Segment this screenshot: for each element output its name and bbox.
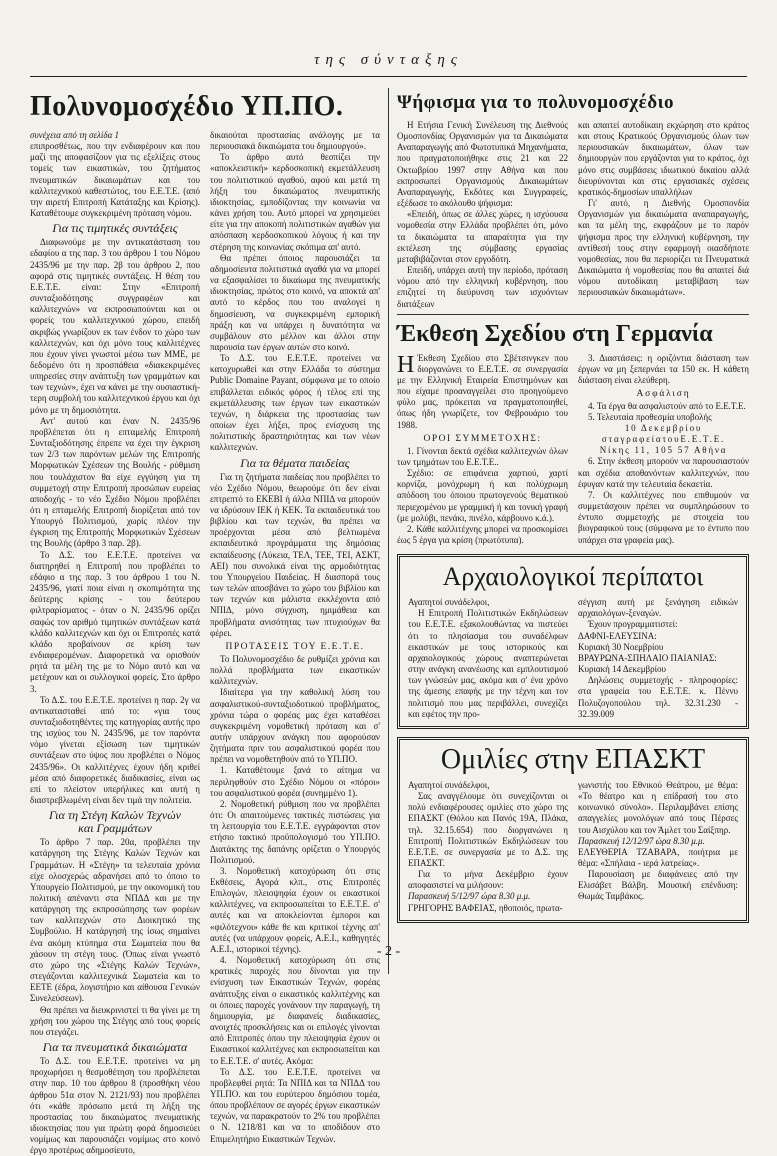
deadline-place: σταγραφείατουΕ.Ε.Τ.Ε. [601, 434, 726, 445]
article-title: Έκθεση Σχεδίου στη Γερμανία [397, 320, 713, 347]
deadline-address: Νίκης 11, 105 57 Αθήνα [599, 445, 728, 456]
list-item: 6. Στην έκθεση μπορούν να παρουσιαστούν και σχέδια αποθανόντων καλλιτεχνών, που έφυγαν κατά την τελευταία δεκαετία. [578, 456, 749, 489]
article-title: Ψήφισμα για το πολυνομοσχέδιο [397, 92, 675, 113]
box-omilies-epaskt [397, 737, 749, 923]
subheading: Για τα θέματα παιδείας [240, 455, 350, 470]
walk-place: ΒΡΑΥΡΩΝΑ-ΣΠΗΛΑΙΟ ΠΑΙΑΝΙΑΣ: [578, 652, 717, 663]
paragraph: Αγαπητοί συνάδελφοι, [408, 597, 490, 608]
list-item: 3. Διαστάσεις: η οριζόντια διάσταση των έργων να μη ξεπερνάει τα 150 εκ. Η κάθετη διάσταση είναι ελεύθερη. [578, 352, 749, 385]
box-column [408, 780, 568, 914]
paragraph-dropcap: Η Έκθεση Σχεδίου στο Σβέτσινγκεν που διοργανώνει το Ε.Ε.Τ.Ε. σε συνεργασία με την Ελληνική Εταιρεία Επιστημόνων και που είχαμε προαναγγείλει στο προηγούμενο φύλο μας, πρόκειται να πραγματοποιηθεί, όπως ήδη γνωρίζετε, τον Φεβρουάριο του 1988. [397, 351, 568, 430]
paragraph: Το Δ.Σ. του Ε.Ε.Τ.Ε. προτείνει να προβλεφθεί ρητά: Τα ΝΠΙΔ και τα ΝΠΔΔ του ΥΠ.ΠΟ. και του ευρύτερου δημόσιου τομέα, όπου προβλέπουν σε αγορές έργων εικαστικών τεχνών, να παρακρατούν το 2% του προβλέπει ο Ν. 1218/81 και να το αποδίδουν στο Επιμελητήριο Εικαστικών Τεχνών. [210, 1066, 380, 1144]
subheading-caps: ΟΡΟΙ ΣΥΜΜΕΤΟΧΗΣ: [423, 433, 542, 444]
section-rule [397, 314, 749, 315]
page-number: - 2 - [376, 944, 401, 959]
right-column [397, 92, 749, 923]
paragraph: Έχουν προγραμματιστεί: [588, 619, 678, 630]
box-title: Ομιλίες στην ΕΠΑΣΚΤ [440, 743, 706, 775]
paragraph: Επειδή, υπάρχει αυτή την περίοδο, πρόταση νόμου από την ελληνική κυβέρνηση, που επιζητεί τη διεύρυνση των ισχυόντων διατάξεων [397, 265, 568, 309]
paragraph: Αντ' αυτού και έναν Ν. 2435/96 προβλέπεται ότι η επταμελής Επιτροπή Συνταξιοδότησης έπρεπε να έχει την έγκριση των 2/3 των παρόντων μελών της Επιτροπής Μορφωτικών Σχέσεων της Βουλής - ρύθμιση που τουλάχιστον θα είχε εγγύηση για τη συμμετοχή στην Επιτροπή προσώπων ευρείας αποδοχής - το νέο Σχέδιο Νόμου προβλέπει ότι η επταμελής Επιτροπή διορίζεται από τον Υπουργό Πολιτισμού, χωρίς πλέον την έγκριση της Επιτροπής Μορφωτικών Σχέσεων της Βουλής (άρθρο 3 παρ. 2β). [30, 415, 200, 549]
box-column [578, 597, 738, 720]
list-item: Σχέδιο: σε επιφάνεια χαρτιού, χαρτί κορνίζα, μονόχρωμη ή και πολύχρωμη απόδοση του όποιου πρωτογενούς θεματικού περιεχομένου με γραμμική ή και τονική γραφή (με μολύβι, πενάκι, πινέλο, κάρβουνο κ.ά.). [397, 468, 568, 523]
subheading-caps: ΠΡΟΤΑΣΕΙΣ ΤΟΥ Ε.Ε.Τ.Ε. [225, 641, 365, 652]
subheading-line: Για τη Στέγη Καλών Τεχνών [49, 808, 181, 823]
column-divider [388, 88, 389, 974]
walk-date: Κυριακή 14 Δεκεμβρίου [578, 664, 666, 675]
paragraph: Για το μήνα Δεκέμβριο έχουν αποφασιστεί να μιλήσουν: [408, 869, 568, 891]
list-item: 2. Κάθε καλλιτέχνης μπορεί να προσκομίσει έως 5 έργα για κρίση (πρωτότυπα). [397, 523, 568, 545]
paragraph: Διαφωνούμε με την αντικατάσταση του εδαφίου α της παρ. 3 του άρθρου 1 του Νόμου 2435/96 με την παρ. 2β του άρθρου 2, που αφορά στις τιμητικές συντάξεις. Η θέση του Ε.Ε.Τ.Ε. είναι: Στην «Επιτροπή συνταξιοδότησης συγγραφέων και καλλιτεχνών» να εκπροσωπούνται και οι φορείς του καλλιτεχνικού χώρου, επειδή ακριβώς γνωρίζουν εκ των ένδον το χώρο των καλλιτεχνών, και όχι μόνο τους καλλιτέχνες που έχουν γίνει γνωστοί μέσω των ΜΜΕ, με δεδομένο ότι η προσπάθεια «διακεκριμένες υπηρεσίες στην ανάπτυξη των γραμμάτων και των τεχνών», έχει να κάνει με την ουσιαστική-τερη συμβολή του καλλιτεχνικού έργου και όχι μόνο με τη δημοσιότητα. [30, 237, 200, 415]
header-rule [30, 76, 747, 77]
paragraph: σέγγιση αυτή με ξενάγηση ειδικών αρχαιολόγων-ξεναγών. [578, 597, 738, 619]
paragraph: Η Ετήσια Γενική Συνέλευση της Διεθνούς Ομοσπονδίας Οργανισμών για τα Δικαιώματα Αναπαραγωγής από Φωτοτυπικά Μηχανήματα, που πραγματοποιήθηκε στις 21 και 22 Οκτωβρίου 1997 στην Αθήνα και που εκπροσωπεί Οργανισμούς Δικαιωμάτων Αναπαραγωγής, Εκδότες και Συγγραφείς, εξέδωσε το ακόλουθο ψήφισμα: [397, 120, 568, 209]
box-column [578, 780, 738, 914]
list-item: 1. Καταθέτουμε ξανά το αίτημα να περιληφθούν στο Σχέδιο Νόμου οι «πόροι» του ασφαλιστικού φορέα (συνημμένο 1). [210, 765, 380, 798]
subheading-line: και Γραμμάτων [78, 821, 152, 836]
paragraph: και απαιτεί αυτοδίκαιη εκχώρηση στο κράτος και στους Κρατικούς Οργανισμούς όλων των περιουσιακών δικαιωμάτων, όλων των δημιουργών που εργάζονται για το κράτος, όχι μόνο στις συμβάσεις ιδιωτικού δικαίου αλλά διευρύνονται και στις εργασιακές σχέσεις κρατικός-δημοσίων υπαλλήλων [578, 120, 749, 197]
paragraph: Το Δ.Σ. του Ε.Ε.Τ.Ε. προτείνει να διατηρηθεί η Επιτροπή που προβλέπει το εδάφιο α της παρ. 3 του άρθρου 1 του Ν. 2435/96, γιατί ποια είναι η σκοπιμότητα της δεύτερης κρίσης - του δεύτερου φιλτραρίσματος - όταν ο Ν. 2435/96 ορίζει σαφώς τον αριθμό τιμητικών συντάξεων κατά κλάδο καλλιτεχνών και όχι οι Επιτροπές κατά κλάδο προβαίνουν σε κρίση των ενδιαφερομένων. Διαφορετικά να ορισθούν ρητά τα μέλη της με το Νόμο αυτό και να μετέχουν και οι συλλογικοί φορείς. Στο άρθρο 3. [30, 549, 200, 694]
list-item: 7. Οι καλλιτέχνες που επιθυμούν να συμμετάσχουν πρέπει να συμπληρώσουν το έντυπο συμμετοχής με στοιχεία του βιογραφικού τους (σύμφωνα με το έντυπο που υπάρχει στα γραφεία μας). [578, 489, 749, 545]
paragraph: Το Πολυνομοσχέδιο δε ρυθμίζει χρόνια και πολλά προβλήματα των εικαστικών καλλιτεχνών. [210, 653, 380, 687]
dropcap-letter: Η [397, 351, 415, 378]
walk-date: Κυριακή 30 Νοεμβρίου [578, 641, 664, 652]
list-item: 4. Τα έργα θα ασφαλιστούν από το Ε.Ε.Τ.Ε. [588, 401, 746, 412]
paragraph: Θα πρέπει όποιος παρουσιάζει τα αδημοσίευτα πολιτιστικά αγαθά για να μπορεί να εξασφαλίσει το δικαίωμα της πνευματικής ιδιοκτησίας, πρώτος στο κοινό, να αποκτά απ' αυτό το κέρδος που του αναλογεί η δημοσίευση, να συγκεκριμένη εμπορική πράξη και να υπάρχει η δυνατότητα να συμβάλουν στο μέλλον και άλλοι στην παρουσία των έργων αυτών στο κοινό. [210, 252, 380, 352]
deadline-date: 10 Δεκεμβρίου [624, 423, 703, 434]
box-column [408, 597, 568, 720]
article-title: Πολυνομοσχέδιο ΥΠ.ΠΟ. [30, 91, 344, 122]
walk-place: ΔΑΦΝΙ-ΕΛΕΥΣΙΝΑ: [578, 630, 657, 641]
box-arxaiologikoi-peripatoi [397, 554, 749, 729]
article-column [578, 353, 749, 547]
box-title: Αρχαιολογικοί περίπατοι [442, 562, 704, 592]
paragraph: Το Δ.Σ. του Ε.Ε.Τ.Ε. προτείνει να κατοχυρωθεί και στην Ελλάδα το σύστημα Public Domaine Payant, σύμφωνα με το οποίο επιβάλλεται ειδικός φόρος ή τέλος επί της εκμετάλλευσης των έργων των εικαστικών τεχνών, η διάρκεια της προστασίας των οποίων έχει λήξει, προς ενίσχυση της πολιτιστικής δραστηριότητας και των νέων καλλιτεχνών. [210, 353, 380, 453]
talk-date: Παρασκευή 5/12/97 ώρα 8.30 μ.μ. [408, 891, 531, 902]
article-column-2 [210, 130, 380, 1156]
list-item: 3. Νομοθετική κατοχύρωση ότι στις Εκθέσεις, Αγορά κλπ., στις Επιτροπές Επιλογών, πλειοψηφία έχουν οι εικαστικοί καλλιτέχνες, να εκπροσωπείται το Ε.Ε.Τ.Ε. σ' αυτές και να αποκλείονται έμποροι και «φιλότεχνοι» κάθε θε και κριτικοί τέχνης απ' αυτές (να υπάρχουν φορείς, Α.Ε.Ι., καθηγητές Α.Ε.Ι., ιστορικοί τέχνης). [210, 865, 380, 954]
article-polynomoschedio [30, 92, 380, 1156]
paragraph: Ιδιαίτερα για την καθολική λύση του ασφαλιστικού-συνταξιοδοτικού προβλήματος, χρόνια τώρα ο φορέας μας έχει καταθέσει συγκεκριμένη νομοθετική πρόταση και σ' αυτήν υπάρχουν ανάγκη που αφορούσαν ζητήματα πριν του ασφαλιστικού φορέα που πρέπει να νομοθετηθούν από το ΥΠ.ΠΟ. [210, 687, 380, 765]
paragraph: Το Δ.Σ. του Ε.Ε.Τ.Ε. προτείνει η παρ. 2γ να αντικατασταθεί από το: «για τους συνταξιοδοτηθέντες της κατηγορίας αυτής προ της ισχύος του Ν. 2435/96, με τον παρόντα νόμο γίνεται εξίσωση των τιμητικών συντάξεων στο ύψος που προβλέπει ο Νόμος 2435/96». Οι καλλιτέχνες έχουν ήδη κριθεί μέσα από διαφορετικές διαδικασίες, είναι ως επί το πλείστον υπερήλικες και αυτή η διαστρεβλωμένη είναι δεν τιμά την πολιτεία. [30, 694, 200, 806]
subheading [30, 809, 200, 835]
talk-date: Παρασκευή 12/12/97 ώρα 8.30 μ.μ. [578, 835, 705, 846]
subheading: Για τις τιμητικές συντάξεις [52, 221, 178, 236]
paragraph: Θα πρέπει να διευκρινιστεί τι θα γίνει με τη χρήση του χώρου της Στέγης από τους φορείς που στεγάζει. [30, 1004, 200, 1037]
paragraph: Το άρθρο αυτό θεσπίζει την «αποκλειστική» κερδοσκοπική εκμετάλλευση του πολιτιστικού αγαθού, αφού και μετά τη λήξη του δικαιώματος πνευματικής ιδιοκτησίας, εμποδίζοντας την κοινωνία να κάνει χρήση του. Αυτό μπορεί να χρησιμεύει είτε για την αποκοπή πολιτιστικών αγαθών για απόσπαση κερδοσκοπικού λόγους ή και την στέρηση της κοινωνίας σκόπιμα απ' αυτό. [210, 152, 380, 252]
list-item: 5. Τελευταία προθεσμία υποβολής [588, 412, 712, 423]
subheading: Για τα πνευματικά δικαιώματα [42, 1040, 188, 1055]
continued-note: συνέχεια από τη σελίδα 1 [30, 130, 120, 140]
contact-info: Δηλώσεις συμμετοχής - πληροφορίες: στα γραφεία του Ε.Ε.Τ.Ε. κ. Πέννυ Πολυζογοπούλου τηλ. 32.31.230 - 32.39.009 [578, 675, 738, 719]
paragraph: Παρουσίαση με διαφάνειες από την Ελισάβετ Βάλβη. Μουσική επένδυση: Θωμάς Ταμβάκος. [578, 869, 738, 902]
list-item: 2. Νομοθετική ρύθμιση που να προβλέπει ότι: Οι απαιτούμενες τακτικές πιστώσεις για τη λειτουργία του Ε.Ε.Τ.Ε. εγγράφονται στον ετήσιο τακτικό προϋπολογισμό του ΥΠ.ΠΟ. Διατάκτης της δαπάνης ορίζεται ο Υπουργός Πολιτισμού. [210, 798, 380, 865]
paragraph: Σας αναγγέλουμε ότι συνεχίζονται οι πολύ ενδιαφέρουσες ομιλίες στο χώρο της ΕΠΑΣΚΤ (Θόλου και Πανός 19Α, Πλάκα, τηλ. 32.15.654) που διοργανώνει η Επιτροπή Πολιτιστικών Εκδηλώσεων του Ε.Ε.Τ.Ε. σε συνεργασία με το Δ.Σ. της ΕΠΑΣΚΤ. [408, 791, 568, 868]
paragraph: Το άρθρο 7 παρ. 20α, προβλέπει την κατάργηση της Στέγης Καλών Τεχνών και Γραμμάτων. Η «Στέγη» τα τελευταία χρόνια είχε ολοσχερώς αδρανήσει από το όποιο το Υπουργείο Πολιτισμού, με την οικονομική του πολιτική απέναντι στα ΝΠΔΔ και με την κατάργηση της εκπροσώπησης των φορέων των καλλιτεχνών στο Διοικητικό της Συμβούλιο. Η κατάργησή της ίσως σημαίνει ένα ακόμη κτύπημα στα Σωματεία που θα χάσουν τη στέγη τους. (Όπως είναι γνωστό στο χώρο της «Στέγης Καλών Τεχνών», στεγάζονται καλλιτεχνικά Σωματεία και το ΕΕΤΕ (έδρα, λογιστήριο και αίθουσα Γενικών Συνελεύσεων). [30, 837, 200, 1004]
paragraph: Η Επιτροπή Πολιτιστικών Εκδηλώσεων του Ε.Ε.Τ.Ε. εξακολουθώντας να πιστεύει ότι το πλησίασμα του συναδέλφων εικαστικών με τους ιστορικούς και αρχαιολογικούς χώρους αναπτερώνεται στην ανάγκη ανανέωσης και εμπλουτισμού των γνώσεών μας, ακόμα και σ' ένα χρόνο της άμεσης επαφής με την τέχνη και τον πολιτισμό που μας περιβάλλει, συνεχίζει και εφέτος την προ- [408, 608, 568, 719]
article-ekthesi [397, 321, 749, 547]
article-psifisma [397, 92, 749, 310]
paragraph: Το Δ.Σ. του Ε.Ε.Τ.Ε. προτείνει να μη προχωρήσει η θεσμοθέτηση του προβλέπεται στην παρ. 10 του άρθρου 8 (προσθήκη νέου άρθρου 51α στον Ν. 2121/93) που προβλέπει ότι «κάθε πρόσωπο μετά τη λήξη της προστασίας του δικαιώματος πνευματικής ιδιοκτησίας που για πρώτη φορά δημοσιεύει νομίμως και παρουσιάζει νομίμως στο κοινό έργο προτέρως αδημοσίευτο, [30, 1056, 200, 1156]
section-header: της σύνταξης [314, 52, 463, 68]
paragraph: δικαιούται προστασίας ανάλογης με τα περιουσιακά δικαιώματα του δημιουργού». [210, 130, 380, 152]
paragraph: Αγαπητοί συνάδελφοι, [408, 779, 490, 790]
subheading-caps: Ασφάλιση [636, 389, 691, 400]
article-column [397, 353, 568, 547]
paragraph: Γι' αυτό, η Διεθνής Ομοσπονδία Οργανισμών για δικαιώματα αναπαραγωγής, και τα μέλη της, εκφράζουν με το παρόν ψήφισμα προς την ελληνική κυβέρνηση, την αντίθεσή τους στην εφαρμογή οιασδήποτε νομοθεσίας, που θα περιορίζει τα Πνευματικά Δικαιώματα ή νομοθεσίας που θα απαιτεί διά νόμου αυτοδίκαιη μεταβίβαση των περιουσιακών δικαιωμάτων». [578, 198, 749, 298]
paragraph: γωνιστής του Εθνικού Θεάτρου, με θέμα: «Το θέατρο και η επίδρασή του στο κοινωνικό σύνολο». Περιλαμβάνει επίσης απαγγελίες μονολόγων από τους Πέρσες του Αισχύλου και τον Άμλετ του Σαίξπηρ. [578, 779, 738, 835]
list-item: 1. Γίνονται δεκτά σχέδια καλλιτεχνών όλων των τμημάτων του Ε.Ε.Τ.Ε.. [397, 445, 568, 467]
paragraph: «Επειδή, όπως σε άλλες χώρες, η ισχύουσα νομοθεσία στην Ελλάδα προβλέπει ότι, μόνο τα δικαιώματα τα απαραίτητα για την εκτέλεση της σύμβασης εργασίας μεταβιβάζονται στον εργοδότη. [397, 209, 568, 264]
list-item: 4. Νομοθετική κατοχύρωση ότι στις κρατικές παροχές που δίνονται για την ενίσχυση των Εικαστικών Τεχνών, φορέας ανάπτυξης είναι ο εικαστικός καλλιτέχνης και οι όποιες παροχές γονάνουν την παραγωγή, τη δημιουργία, με διαφανείς διαδικασίες, ανοιχτές προσκλήσεις και οι επιλογές γίνονται από Επιτροπές όπου την πλειοψηφία έχουν οι Εικαστικοί καλλιτέχνες και εκπροσωπείται και το Ε.Ε.Τ.Ε. σ' αυτές. Ακόμα: [210, 955, 380, 1066]
paragraph: Για τη ζητήματα παιδείας που προβλέπει το νέο Σχέδιο Νόμου, θεωρούμε ότι δεν είναι επτρεπτό το ΕΚΕΒΙ ή άλλα ΝΠΙΔ να μπορούν να ιδρύσουν ΙΕΚ ή ΚΕΚ. Τα εκπαιδευτικά του βιβλίου και των τεχνών, θα πρέπει να προέρχονται μέσα από βελτιωμένα εκπαιδευτικά προγράμματα της δημόσιας εκπαίδευσης (Λύκεια, ΤΕΛ, ΤΕΕ, ΤΕΙ, ΑΣΚΤ, ΑΕΙ) που συνολικά είναι της αρμοδιότητας του Υπουργείου Παιδείας. Η διασπορά τους των τελών αποσβάνει το χώρο του βιβλίου και των τεχνών και μάλιστα εκκλέχοντα από ΝΠΙΔ, μόνο σύγχυση, ημιμάθεια και προβλήματα ανισότητας των πτυχιούχων θα φέρει. [210, 471, 380, 638]
paragraph: επιπροσθέτως, που την ενδιαφέρουν και που μαζί της αποφασίζουν για τις εξελίξεις στους τομείς των εικαστικών, του ζητήματος πνευματικών δικαιωμάτων και του καλλιτεχνικού καθεστώτος, του Ε.Ε.Τ.Ε. (από την αιρετή Επιτροπή Κατάταξης και Κρίσης). Καταθέτουμε συγκεκριμένη πρόταση νόμου. [30, 141, 200, 219]
talk-speaker: ΓΡΗΓΟΡΗΣ ΒΑΦΕΙΑΣ, ηθοποιός, πρωτα- [408, 902, 563, 913]
article-column-1 [30, 130, 200, 1156]
article-column [397, 120, 568, 310]
article-column [578, 120, 749, 310]
talk-speaker: ΕΛΕΥΘΕΡΙΑ ΤΖΑΒΑΡΑ, ποιήτρια με θέμα: «Σπήλαια - ιερά λατρείας». [578, 846, 738, 868]
